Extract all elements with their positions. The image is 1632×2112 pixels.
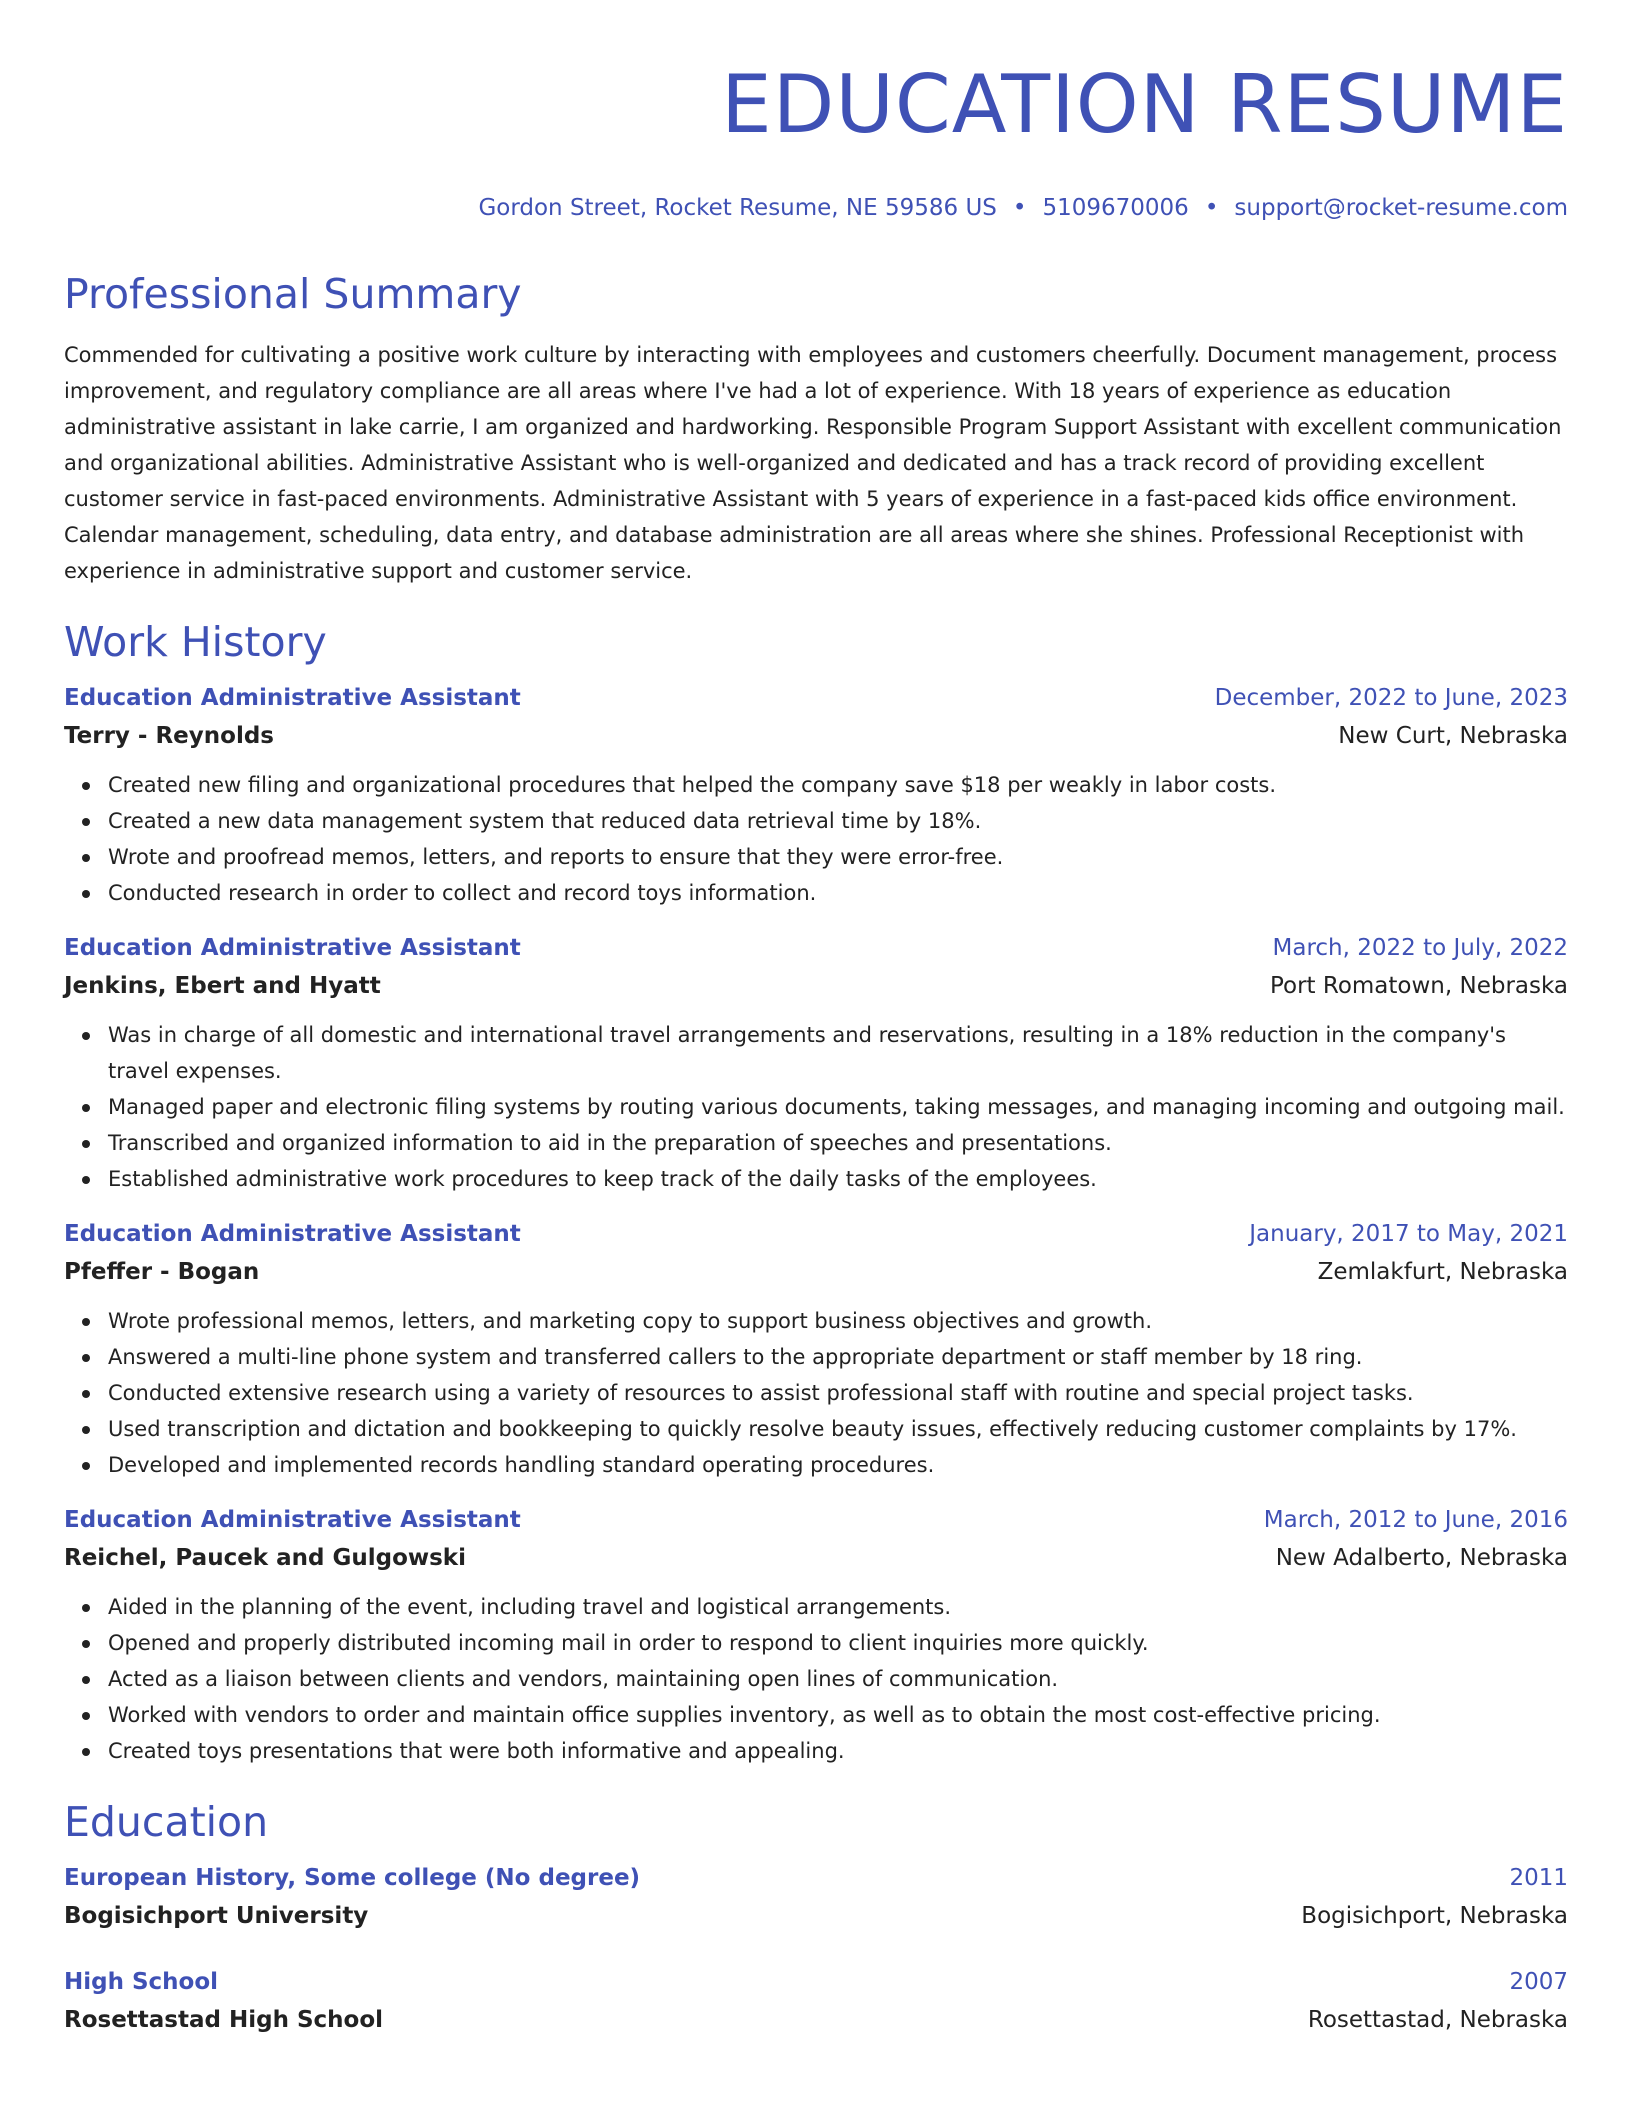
- job-entry: [64, 679, 1568, 911]
- education-school-row: [64, 2001, 1568, 2039]
- contact-separator: •: [1204, 195, 1219, 221]
- job-location: Port Romatown, Nebraska: [1269, 973, 1568, 999]
- job-entry: [64, 1215, 1568, 1483]
- job-bullet: Opened and properly distributed incoming mail in order to respond to client inquiries more quickly.: [108, 1625, 1568, 1661]
- education-degree-row: [64, 1859, 1568, 1897]
- job-bullet: Used transcription and dictation and bookkeeping to quickly resolve beauty issues, effectively reducing customer complaints by 17%.: [108, 1411, 1568, 1447]
- job-role: Education Administrative Assistant: [64, 1507, 521, 1533]
- job-bullet: Answered a multi-line phone system and transferred callers to the appropriate department or staff member by 18 ring.: [108, 1339, 1568, 1375]
- job-location: New Curt, Nebraska: [1338, 723, 1568, 749]
- education-degree: European History, Some college (No degree): [64, 1865, 641, 1891]
- education-degree-row: [64, 1963, 1568, 2001]
- education-degree: High School: [64, 1969, 219, 1995]
- job-dates: January, 2017 to May, 2021: [1249, 1221, 1568, 1247]
- job-bullet: Was in charge of all domestic and international travel arrangements and reservations, resulting in a 18% reduction in the company's travel expenses.: [108, 1017, 1568, 1089]
- job-bullet-list: [64, 1017, 1568, 1197]
- job-location: New Adalberto, Nebraska: [1275, 1545, 1568, 1571]
- education-location: Rosettastad, Nebraska: [1307, 2007, 1568, 2033]
- contact-line: [64, 192, 1568, 224]
- contact-email[interactable]: support@rocket-resume.com: [1234, 195, 1568, 221]
- job-bullet-list: [64, 767, 1568, 911]
- job-bullet: Created toys presentations that were both informative and appealing.: [108, 1733, 1568, 1769]
- resume-name: EDUCATION RESUME: [721, 58, 1568, 151]
- education-list: [64, 1859, 1568, 2039]
- job-bullet: Wrote professional memos, letters, and marketing copy to support business objectives and growth.: [108, 1303, 1568, 1339]
- job-company-row: [64, 717, 1568, 755]
- job-title-row: [64, 929, 1568, 967]
- resume-header: [64, 60, 1568, 224]
- job-title-row: [64, 679, 1568, 717]
- job-bullet: Aided in the planning of the event, including travel and logistical arrangements.: [108, 1589, 1568, 1625]
- job-bullet: Acted as a liaison between clients and vendors, maintaining open lines of communication.: [108, 1661, 1568, 1697]
- job-company: Terry - Reynolds: [64, 723, 274, 749]
- job-company-row: [64, 967, 1568, 1005]
- education-school: Rosettastad High School: [64, 2007, 384, 2033]
- job-dates: March, 2022 to July, 2022: [1272, 935, 1568, 961]
- education-entry: [64, 1963, 1568, 2039]
- education-heading: Education: [64, 1798, 269, 1846]
- job-bullet: Conducted research in order to collect and record toys information.: [108, 875, 1568, 911]
- job-company: Reichel, Paucek and Gulgowski: [64, 1545, 466, 1571]
- job-company: Pfeffer - Bogan: [64, 1259, 260, 1285]
- education-entry: [64, 1859, 1568, 1935]
- job-title-row: [64, 1501, 1568, 1539]
- contact-address: Gordon Street, Rocket Resume, NE 59586 US: [478, 195, 997, 221]
- job-dates: March, 2012 to June, 2016: [1263, 1507, 1568, 1533]
- job-entry: [64, 1501, 1568, 1769]
- work-history-heading: Work History: [64, 618, 327, 666]
- education-school-row: [64, 1897, 1568, 1935]
- contact-phone: 5109670006: [1042, 195, 1189, 221]
- job-role: Education Administrative Assistant: [64, 685, 521, 711]
- job-bullet: Created new filing and organizational procedures that helped the company save $18 per weakly in labor costs.: [108, 767, 1568, 803]
- job-role: Education Administrative Assistant: [64, 935, 521, 961]
- job-dates: December, 2022 to June, 2023: [1214, 685, 1568, 711]
- job-bullet: Established administrative work procedures to keep track of the daily tasks of the employees.: [108, 1161, 1568, 1197]
- job-location: Zemlakfurt, Nebraska: [1317, 1259, 1568, 1285]
- job-bullet: Managed paper and electronic filing systems by routing various documents, taking messages, and managing incoming and outgoing mail.: [108, 1089, 1568, 1125]
- job-company: Jenkins, Ebert and Hyatt: [64, 973, 381, 999]
- job-role: Education Administrative Assistant: [64, 1221, 521, 1247]
- job-company-row: [64, 1253, 1568, 1291]
- contact-separator: •: [1012, 195, 1027, 221]
- job-bullet: Transcribed and organized information to aid in the preparation of speeches and presentations.: [108, 1125, 1568, 1161]
- job-bullet-list: [64, 1303, 1568, 1483]
- job-bullet: Conducted extensive research using a variety of resources to assist professional staff with routine and special project tasks.: [108, 1375, 1568, 1411]
- job-company-row: [64, 1539, 1568, 1577]
- job-bullet: Created a new data management system that reduced data retrieval time by 18%.: [108, 803, 1568, 839]
- education-location: Bogisichport, Nebraska: [1301, 1903, 1568, 1929]
- education-year: 2007: [1509, 1969, 1568, 1995]
- education-year: 2011: [1509, 1865, 1568, 1891]
- summary-text: Commended for cultivating a positive work culture by interacting with employees and customers cheerfully. Document management, process improvement, and regulatory compliance are all areas where I've had a lot of experience. With 18 years of experience as education administrative assistant in lake carrie, I am organized and hardworking. Responsible Program Support Assistant with excellent communication and organizational abilities. Administrative Assistant who is well-organized and dedicated and has a track record of providing excellent customer service in fast-paced environments. Administrative Assistant with 5 years of experience in a fast-paced kids office environment. Calendar management, scheduling, data entry, and database administration are all areas where she shines. Professional Receptionist with experience in administrative support and customer service.: [64, 343, 1562, 583]
- job-bullet: Worked with vendors to order and maintain office supplies inventory, as well as to obtain the most cost-effective pricing.: [108, 1697, 1568, 1733]
- job-bullet: Wrote and proofread memos, letters, and reports to ensure that they were error-free.: [108, 839, 1568, 875]
- education-school: Bogisichport University: [64, 1903, 369, 1929]
- job-entry: [64, 929, 1568, 1197]
- work-history-list: [64, 679, 1568, 1769]
- summary-heading: Professional Summary: [64, 270, 522, 318]
- job-title-row: [64, 1215, 1568, 1253]
- job-bullet-list: [64, 1589, 1568, 1769]
- job-bullet: Developed and implemented records handling standard operating procedures.: [108, 1447, 1568, 1483]
